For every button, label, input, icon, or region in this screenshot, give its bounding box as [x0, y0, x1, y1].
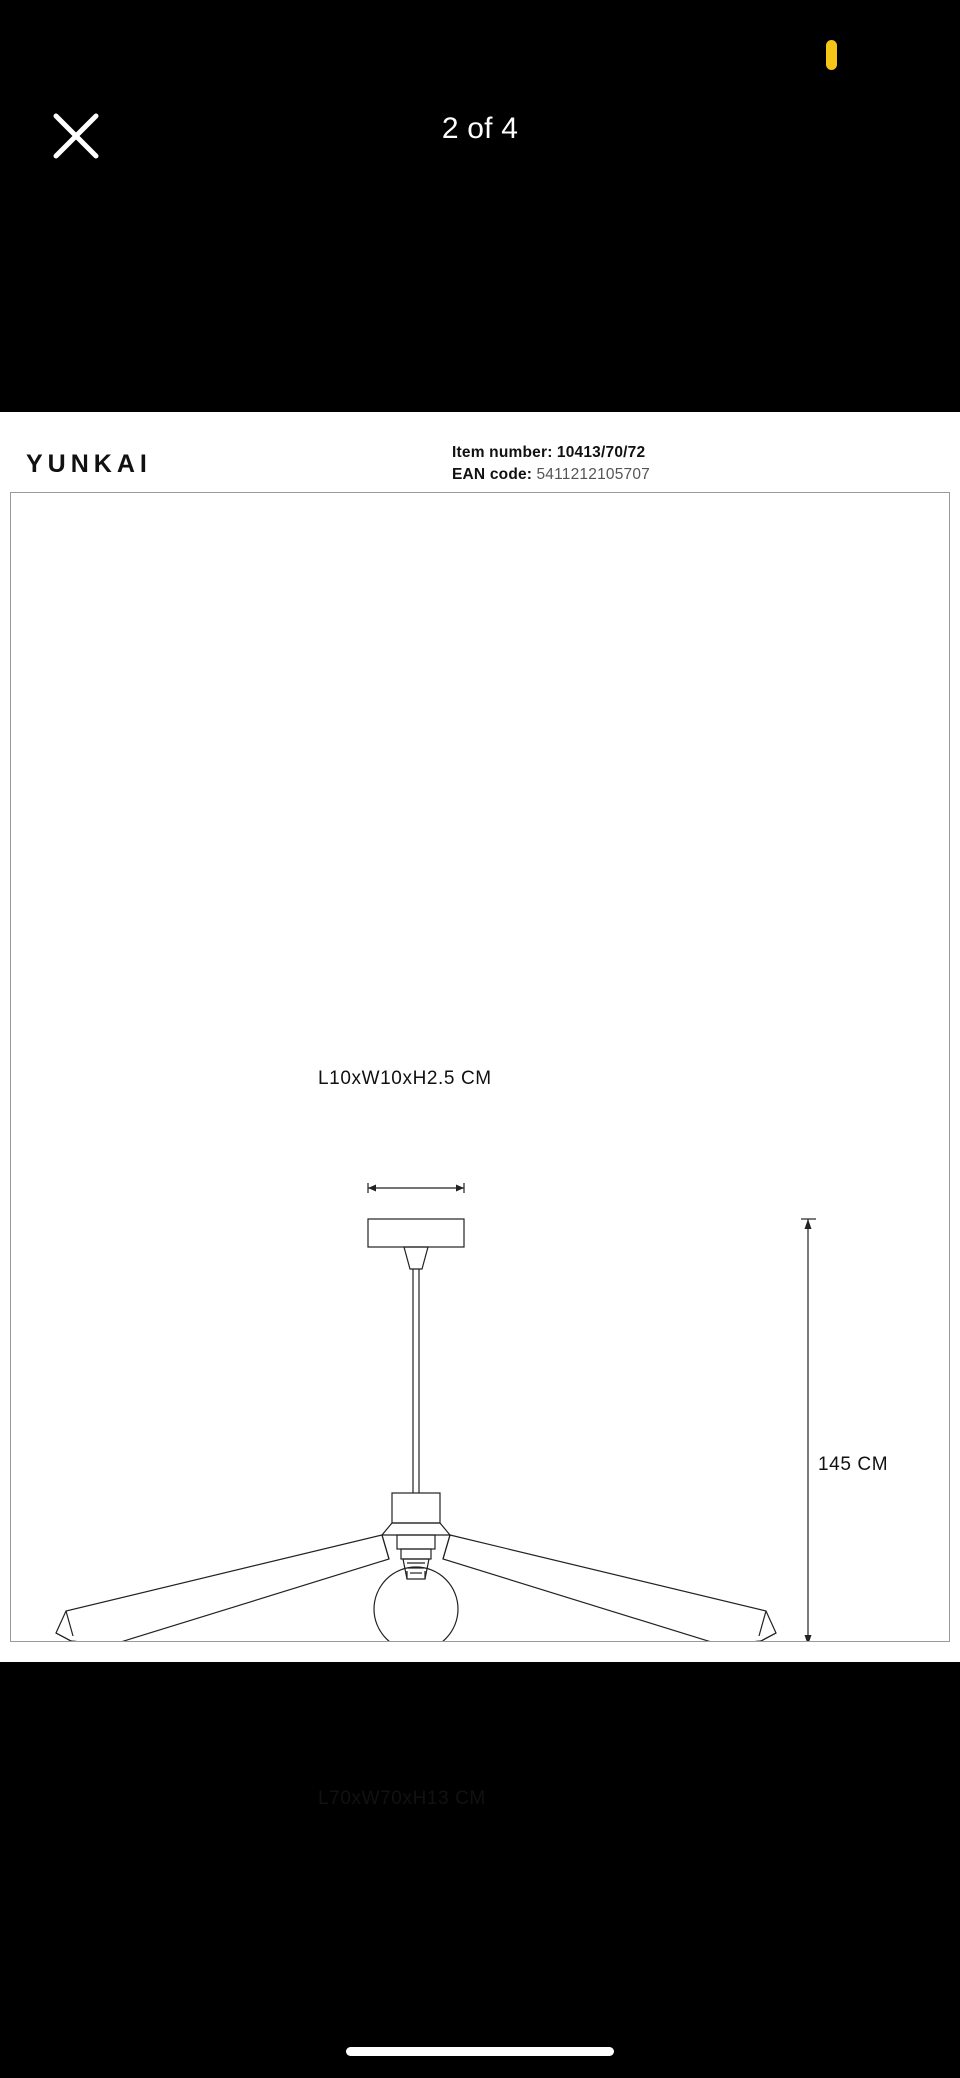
home-indicator[interactable]: [346, 2047, 614, 2056]
sheet-header: [0, 412, 960, 484]
viewer-header: [0, 86, 960, 206]
ean-code-row: [452, 464, 650, 486]
status-indicator-icon: [826, 40, 837, 70]
ean-code-label: EAN code:: [452, 466, 533, 484]
item-number-row: [452, 442, 650, 464]
product-spec-sheet: [0, 412, 960, 1809]
dimension-label-height: 145 CM: [818, 1454, 889, 1475]
status-bar: [0, 0, 960, 86]
image-counter: 2 of 4: [441, 112, 519, 145]
item-number-value: 10413/70/72: [556, 444, 646, 461]
dimension-label-shade: L70xW70xH13 CM: [318, 1788, 486, 1809]
brand-name: YUNKAI: [26, 450, 152, 478]
product-codes: [452, 442, 650, 487]
dimension-label-top: L10xW10xH2.5 CM: [318, 1068, 492, 1089]
technical-drawing: [10, 492, 950, 1642]
ean-code-value: 5411212105707: [536, 466, 650, 484]
item-number-label: Item number:: [452, 444, 553, 461]
